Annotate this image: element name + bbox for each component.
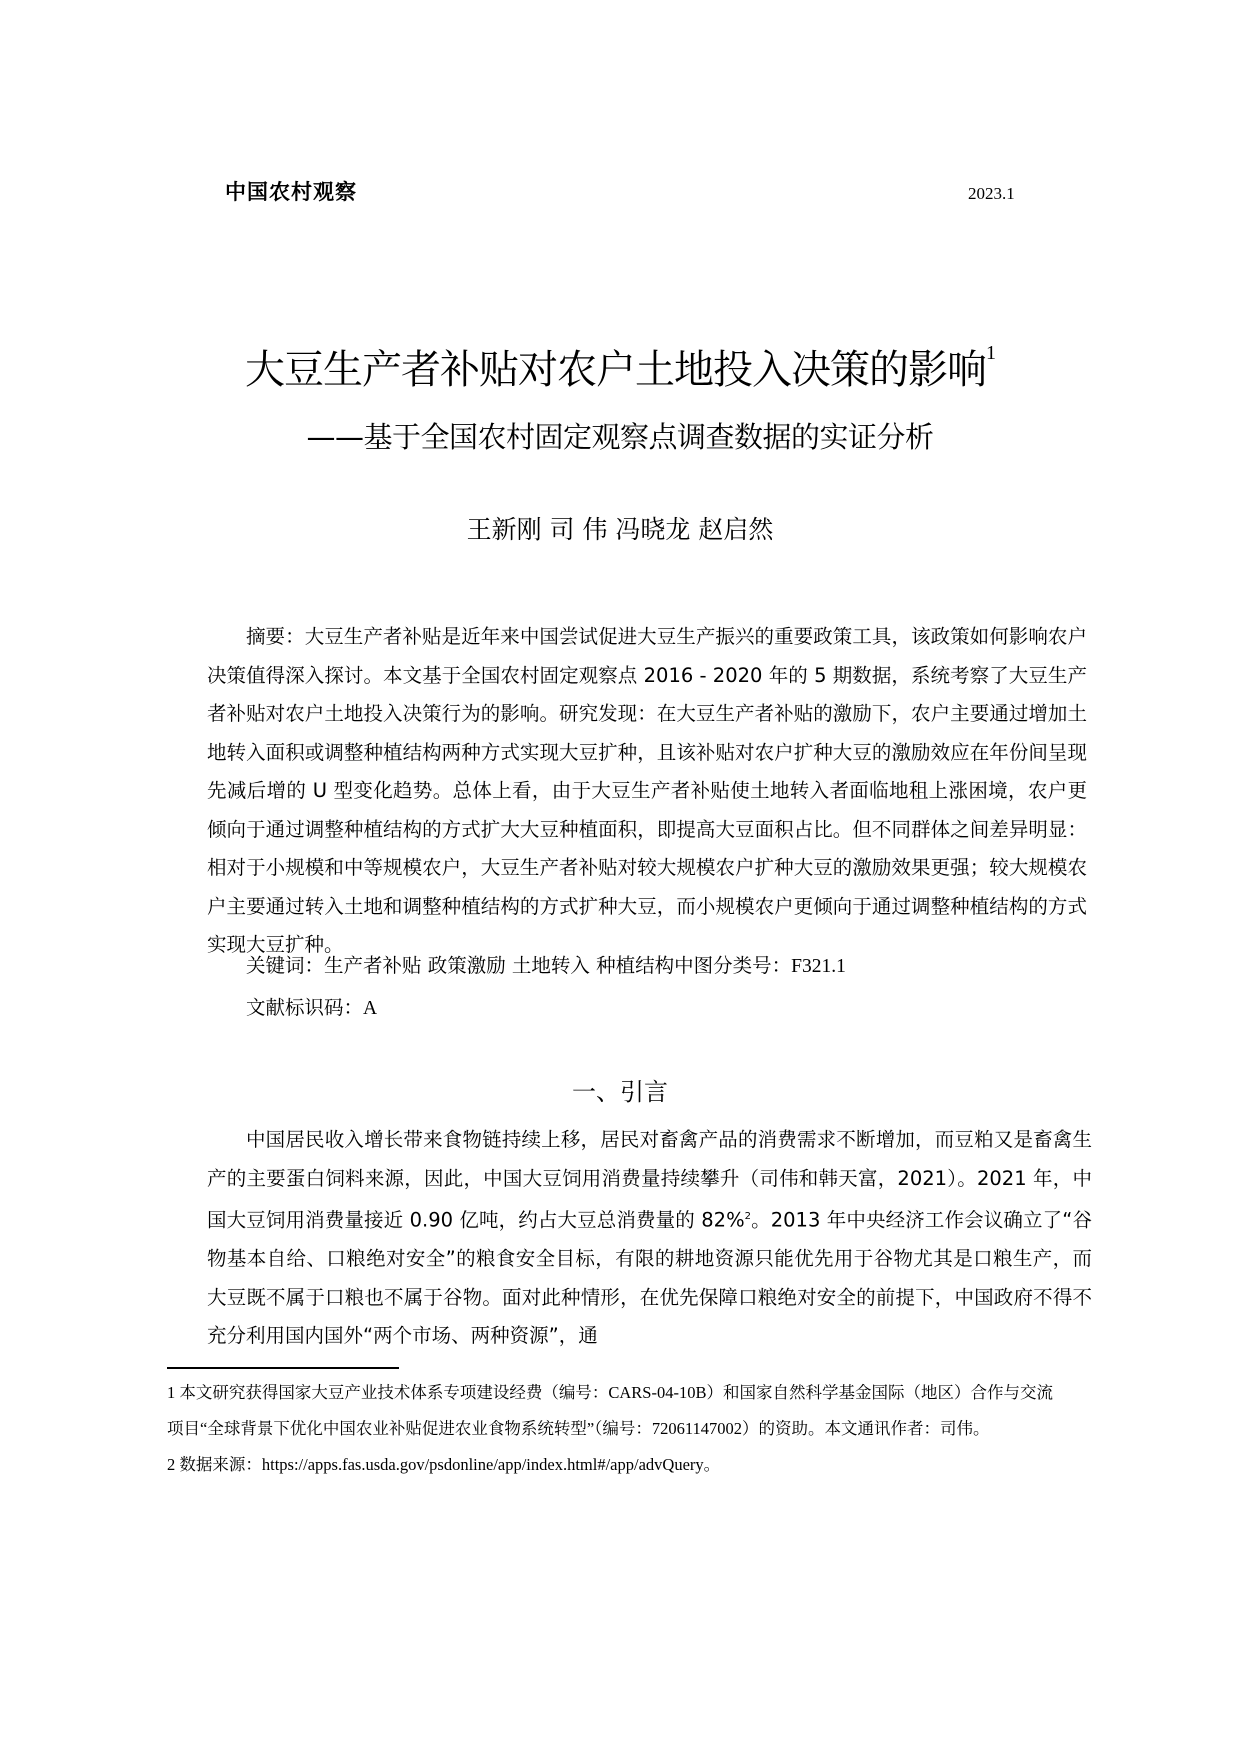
footnote-text[interactable]: 数据来源：https://apps.fas.usda.gov/psdonline/app/index.html#/app/advQuery。 [179,1455,721,1474]
issue-number: 2023.1 [968,184,1015,203]
footnotes [167,1375,1067,1483]
journal-logo: 中国农村观察 [225,180,357,204]
abstract-text: 大豆生产者补贴是近年来中国尝试促进大豆生产振兴的重要政策工具，该政策如何影响农户决策值得深入探讨。本文基于全国农村固定观察点 2016 - 2020 年的 5 期数据，系统考察了大豆生产者补贴对农户土地投入决策行为的影响。研究发现：在大豆生产者补贴的激励下，农户主要通过增加土地转入面积或调整种植结构两种方式实现大豆扩种，且该补贴对农户扩种大豆的激励效应在年份间呈现先减后增的 U 型变化趋势。总体上看，由于大豆生产者补贴使土地转入者面临地租上涨困境，农户更倾向于通过调整种植结构的方式扩大大豆种植面积，即提高大豆面积占比。但不同群体之间差异明显：相对于小规模和中等规模农户，大豆生产者补贴对较大规模农户扩种大豆的激励效果更强；较大规模农户主要通过转入土地和调整种植结构的方式扩种大豆，而小规模农户更倾向于通过调整种植结构的方式实现大豆扩种。 [207,625,1087,956]
abstract [207,618,1087,965]
article-title-text: 大豆生产者补贴对农户土地投入决策的影响 [245,347,986,393]
keywords-line [207,947,1087,986]
article-subtitle: ——基于全国农村固定观察点调查数据的实证分析 [306,420,934,454]
author-list: 王新刚 司 伟 冯晓龙 赵启然 [466,515,774,544]
document-code-label: 文献标识码： [246,996,364,1019]
clc-value: F321.1 [791,956,846,977]
document-code-value: A [363,998,378,1019]
intro-paragraph [207,1121,1092,1356]
footnote-1 [167,1375,1067,1447]
article-title [0,338,1240,395]
footnote-2 [167,1447,1067,1483]
section-heading: 一、引言 [572,1078,668,1106]
intro-text-cont: 。2013 年中央经济工作会议确立了“谷物基本自给、口粮绝对安全”的粮食安全目标，有限的耕地资源只能优先用于谷物尤其是口粮生产，而大豆既不属于口粮也不属于谷物。面对此种情形，在优先保障口粮绝对安全的前提下，中国政府不得不充分利用国内国外“两个市场、两种资源”，通 [207,1208,1092,1347]
footnote-number: 1 [167,1383,176,1402]
footnote-ref-2[interactable]: 2 [744,1211,751,1222]
footnote-text: 本文研究获得国家大豆产业技术体系专项建设经费（编号：CARS-04-10B）和国家自然科学基金国际（地区）合作与交流项目“全球背景下优化中国农业补贴促进农业食物系统转型”（编号：72061147002）的资助。本文通讯作者：司伟。 [167,1383,1053,1438]
title-footnote-mark[interactable]: 1 [986,342,995,364]
footnote-divider [167,1367,399,1369]
document-code-line [207,989,1087,1028]
intro-text: 中国居民收入增长带来食物链持续上移，居民对畜禽产品的消费需求不断增加，而豆粕又是畜禽生产的主要蛋白饲料来源，因此，中国大豆饲用消费量持续攀升（司伟和韩天富，2021）。2021 年，中国大豆饲用消费量接近 0.90 亿吨，约占大豆总消费量的 82% [207,1128,1092,1232]
keywords-text: 生产者补贴 政策激励 土地转入 种植结构 [324,954,675,977]
abstract-label: 摘要： [246,625,305,648]
clc-label: 中图分类号： [674,954,792,977]
keywords-label: 关键词： [246,954,325,977]
footnote-number: 2 [167,1455,176,1474]
